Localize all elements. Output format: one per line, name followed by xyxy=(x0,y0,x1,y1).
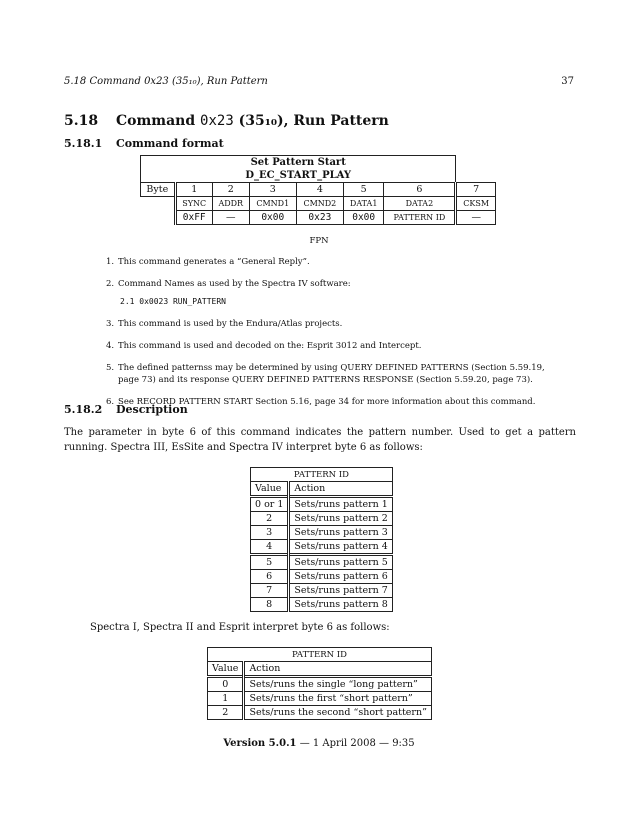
note-item: 5. The defined patternss may be determined by using QUERY DEFINED PATTERNS (Section 5.59.19, page 73) and its response QUERY DEFINED PATTERNS RESPONSE (Section 5.59.20, page 73). xyxy=(106,363,545,385)
note-text: This command generates a “General Reply”. xyxy=(118,257,310,267)
page-footer xyxy=(0,738,638,749)
table-cell: Sets/runs pattern 7 xyxy=(289,584,392,598)
note-text: This command is used by the Endura/Atlas projects. xyxy=(118,319,343,329)
subsection-number: 5.18.2 xyxy=(64,403,103,416)
table-cell: 6 xyxy=(251,570,289,584)
command-table-title: Set Pattern Start xyxy=(141,156,456,170)
byte-number: 2 xyxy=(212,183,249,197)
column-header: Action xyxy=(289,482,392,497)
byte-number: 1 xyxy=(175,183,212,197)
field-name: CKSM xyxy=(456,197,496,211)
notes-list xyxy=(106,256,556,418)
subsection-title: Description xyxy=(116,403,188,416)
section-number: 5.18 xyxy=(64,113,99,129)
field-name: DATA1 xyxy=(343,197,384,211)
byte-number: 3 xyxy=(249,183,296,197)
note-sub-item: 2.1 0x0023 RUN_PATTERN xyxy=(120,297,226,306)
section-title-prefix: Command xyxy=(116,113,196,129)
field-value: 0x00 xyxy=(249,211,296,225)
section-title xyxy=(64,113,389,129)
table-cell: Sets/runs pattern 5 xyxy=(289,555,392,570)
column-header: Value xyxy=(208,662,244,677)
field-value: 0xFF xyxy=(175,211,212,225)
blank-cell xyxy=(141,211,176,225)
subsection-command-format xyxy=(64,137,224,150)
blank-cell xyxy=(141,197,176,211)
table-cell: Sets/runs pattern 2 xyxy=(289,512,392,526)
command-format-table xyxy=(140,155,496,225)
field-name: DATA2 xyxy=(384,197,456,211)
table-cell: 8 xyxy=(251,598,289,612)
table-cell: Sets/runs pattern 3 xyxy=(289,526,392,540)
table-cell: Sets/runs the first “short pattern” xyxy=(244,692,432,706)
byte-number: 7 xyxy=(456,183,496,197)
subsection-description xyxy=(64,403,188,416)
field-name: CMND2 xyxy=(296,197,343,211)
table-cell: 3 xyxy=(251,526,289,540)
table-cell: Sets/runs the single “long pattern” xyxy=(244,677,432,692)
pattern-id-table-2 xyxy=(207,647,432,720)
running-header: 5.18 Command 0x23 (35₁₀), Run Pattern xyxy=(64,76,268,87)
note-text: Command Names as used by the Spectra IV software: xyxy=(118,279,351,289)
footer-version: Version 5.0.1 xyxy=(223,738,297,749)
table-cell: Sets/runs the second “short pattern” xyxy=(244,706,432,720)
table-cell: 2 xyxy=(251,512,289,526)
byte-number: 6 xyxy=(384,183,456,197)
table-cell: 4 xyxy=(251,540,289,555)
note-item: 1. This command generates a “General Reply”. xyxy=(106,257,310,267)
byte-number: 4 xyxy=(296,183,343,197)
column-header: Action xyxy=(244,662,432,677)
note-item: 6. See RECORD PATTERN START Section 5.16, page 34 for more information about this command. xyxy=(106,397,536,407)
command-table-name: D_EC_START_PLAY xyxy=(141,169,456,183)
field-value: 0x00 xyxy=(343,211,384,225)
note-text: See RECORD PATTERN START Section 5.16, page 34 for more information about this command. xyxy=(118,397,536,407)
note-item: 3. This command is used by the Endura/Atlas projects. xyxy=(106,319,343,329)
byte-label: Byte xyxy=(141,183,176,197)
table-cell: 5 xyxy=(251,555,289,570)
field-value: 0x23 xyxy=(296,211,343,225)
field-value: PATTERN ID xyxy=(384,211,456,225)
page-number: 37 xyxy=(561,76,574,87)
section-title-suffix: (35₁₀), Run Pattern xyxy=(238,113,389,129)
table-cell: 1 xyxy=(208,692,244,706)
table-caption: PATTERN ID xyxy=(208,648,432,662)
description-paragraph: The parameter in byte 6 of this command indicates the pattern number. Used to get a pattern running. Spectra III, EsSite and Spectra IV interpret byte 6 as follows: xyxy=(64,427,576,453)
subsection-title: Command format xyxy=(116,137,224,150)
field-name: CMND1 xyxy=(249,197,296,211)
subsection-number: 5.18.1 xyxy=(64,137,103,150)
field-name: ADDR xyxy=(212,197,249,211)
description-paragraph-2: Spectra I, Spectra II and Esprit interpret byte 6 as follows: xyxy=(90,622,390,633)
table-cell: Sets/runs pattern 1 xyxy=(289,497,392,512)
note-text: The defined patternss may be determined by using QUERY DEFINED PATTERNS (Section 5.59.19, page 73) and its response QUERY DEFINED PATTERNS RESPONSE (Section 5.59.20, page 73). xyxy=(118,363,545,385)
note-text: This command is used and decoded on the: Esprit 3012 and Intercept. xyxy=(118,341,422,351)
note-item: 2. Command Names as used by the Spectra IV software: xyxy=(106,279,351,289)
field-name: SYNC xyxy=(175,197,212,211)
table-cell: 0 or 1 xyxy=(251,497,289,512)
table-cell: 0 xyxy=(208,677,244,692)
field-value: — xyxy=(212,211,249,225)
table-cell: Sets/runs pattern 4 xyxy=(289,540,392,555)
byte-number: 5 xyxy=(343,183,384,197)
table-cell: 2 xyxy=(208,706,244,720)
table-caption: FPN xyxy=(309,236,329,246)
footer-date: — 1 April 2008 — 9:35 xyxy=(296,738,415,749)
table-cell: 7 xyxy=(251,584,289,598)
table-caption: PATTERN ID xyxy=(251,468,393,482)
table-cell: Sets/runs pattern 8 xyxy=(289,598,392,612)
column-header: Value xyxy=(251,482,289,497)
table-cell: Sets/runs pattern 6 xyxy=(289,570,392,584)
field-value: — xyxy=(456,211,496,225)
note-item: 4. This command is used and decoded on the: Esprit 3012 and Intercept. xyxy=(106,341,422,351)
pattern-id-table-1 xyxy=(250,467,393,612)
section-code: 0x23 xyxy=(200,113,234,129)
